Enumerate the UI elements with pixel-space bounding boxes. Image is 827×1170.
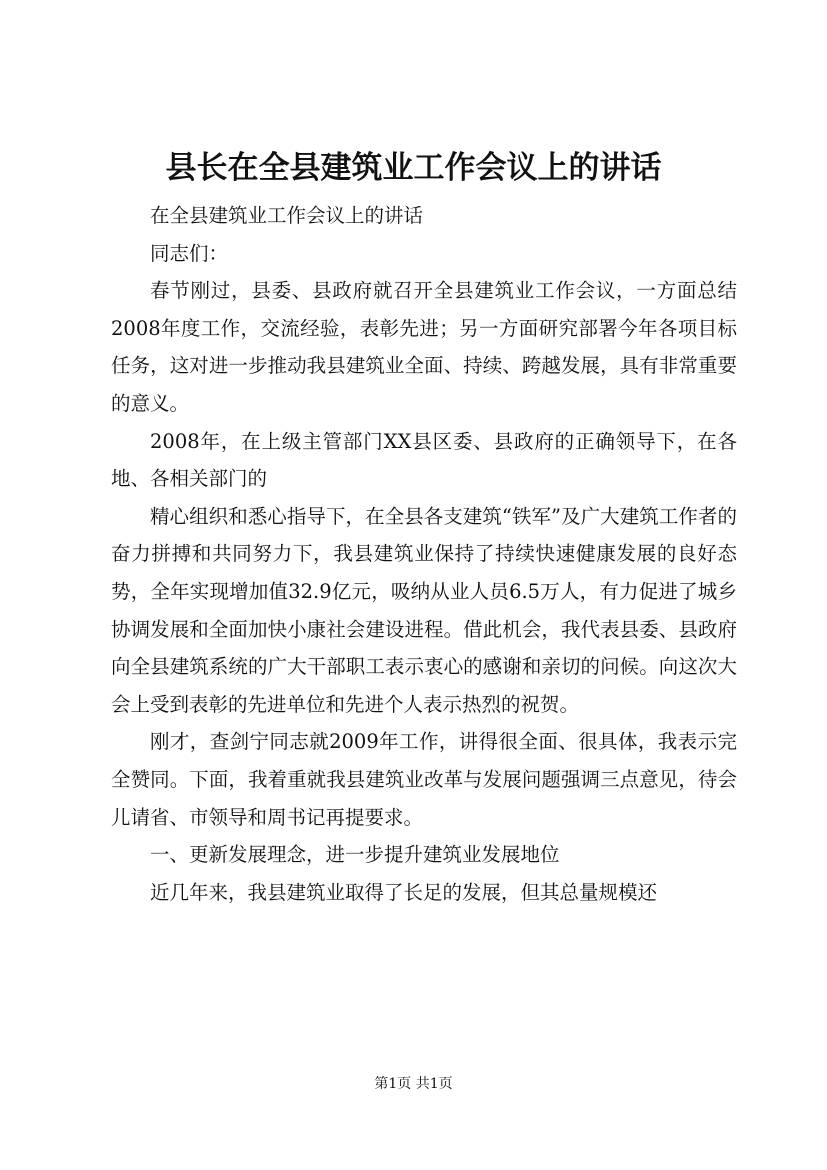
body-paragraph: 2008年，在上级主管部门XX县区委、县政府的正确领导下，在各地、各相关部门的: [111, 429, 737, 491]
page-footer: 第1页 共1页: [374, 1076, 453, 1092]
section-heading: 一、更新发展理念，进一步提升建筑业发展地位: [150, 843, 560, 867]
body-paragraph: 春节刚过，县委、县政府就召开全县建筑业工作会议，一方面总结2008年度工作，交流经验，表彰先进；另一方面研究部署今年各项目标任务，这对进一步推动我县建筑业全面、持续、跨越发展，具有非常重要的意义。: [111, 279, 737, 415]
body-paragraph: 近几年来，我县建筑业取得了长足的发展，但其总量规模还: [150, 880, 658, 904]
body-paragraph: 刚才，查剑宁同志就2009年工作，讲得很全面、很具体，我表示完全赞同。下面，我着重就我县建筑业改革与发展问题强调三点意见，待会儿请省、市领导和周书记再提要求。: [111, 730, 737, 829]
body-paragraph: 精心组织和悉心指导下，在全县各支建筑“铁军”及广大建筑工作者的奋力拼搏和共同努力下，我县建筑业保持了持续快速健康发展的良好态势，全年实现增加值32.9亿元，吸纳从业人员6.5万人，有力促进了城乡协调发展和全面加快小康社会建设进程。借此机会，我代表县委、县政府向全县建筑系统的广大干部职工表示衷心的感谢和亲切的问候。向这次大会上受到表彰的先进单位和先进个人表示热烈的祝贺。: [111, 504, 737, 716]
document-title: 县长在全县建筑业工作会议上的讲话: [165, 150, 662, 186]
document-body: [111, 197, 737, 911]
salutation-paragraph: 同志们：: [150, 241, 229, 265]
subtitle-paragraph: 在全县建筑业工作会议上的讲话: [150, 204, 424, 227]
